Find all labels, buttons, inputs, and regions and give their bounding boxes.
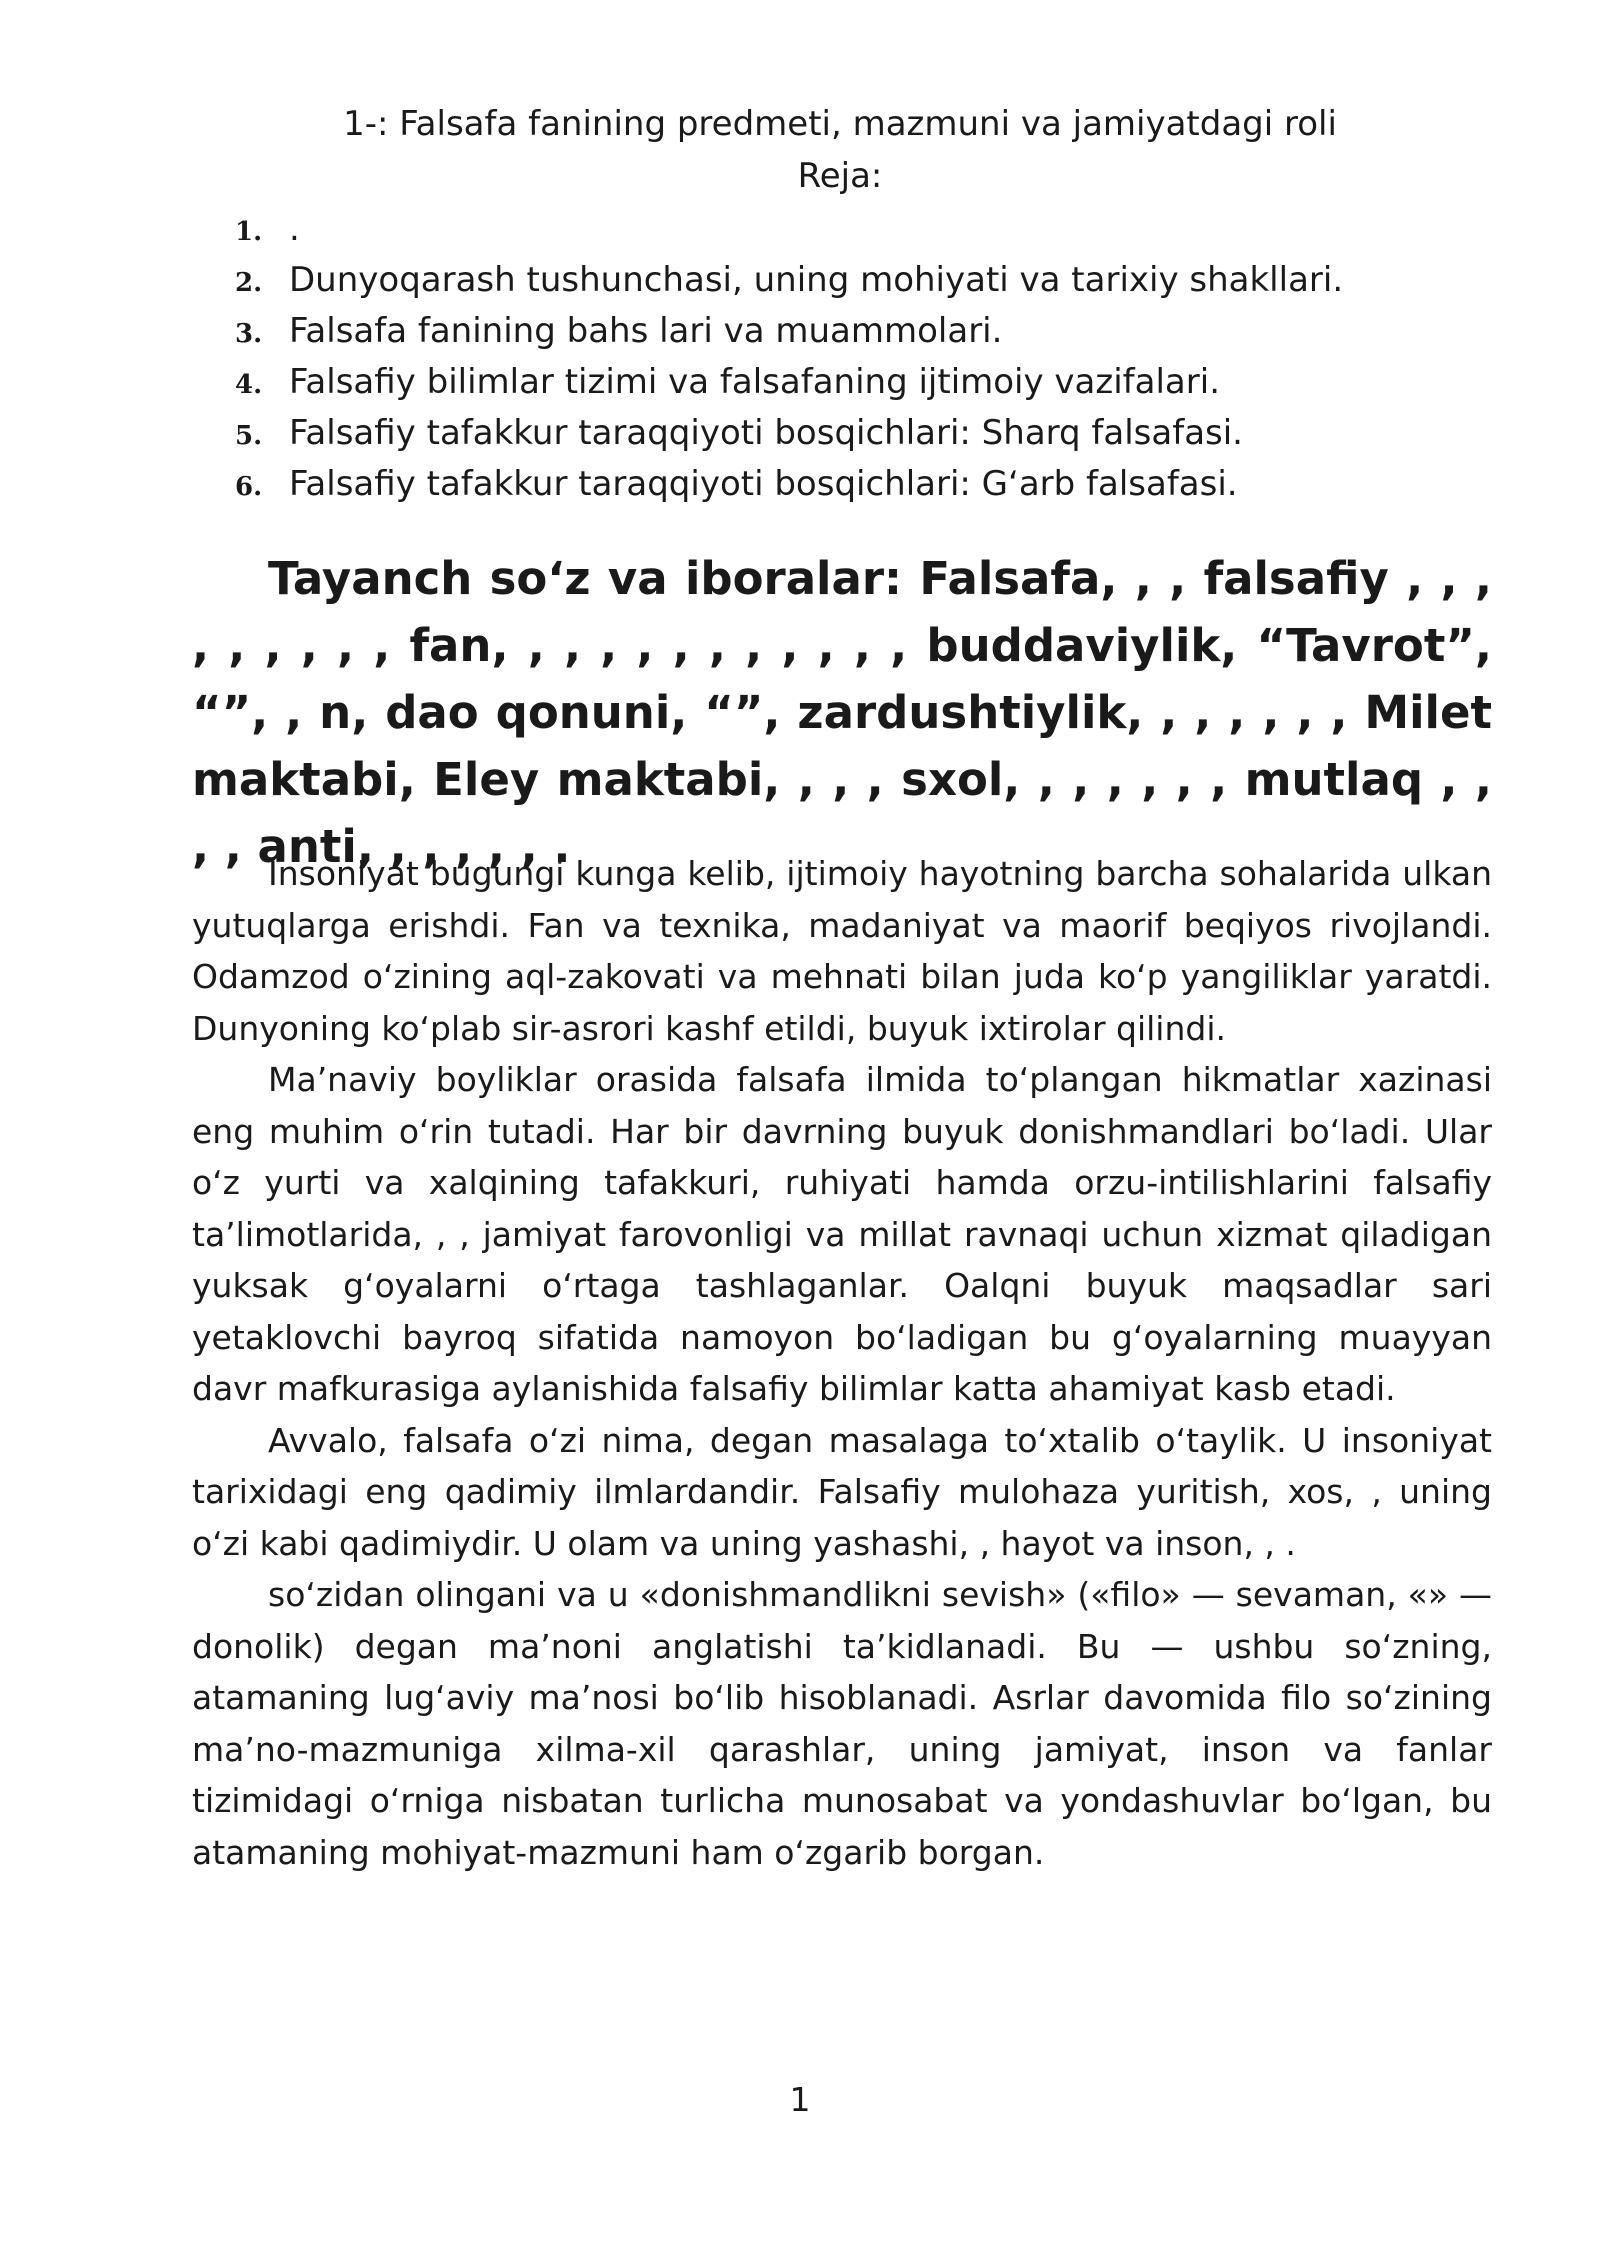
plan-item-text: Falsafiy tafakkur taraqqiyoti bosqichlari: Sharq falsafasi. bbox=[289, 413, 1243, 453]
page-number: 1 bbox=[789, 2080, 811, 2119]
body-paragraph: Ma’naviy boyliklar orasida falsafa ilmida to‘plangan hikmatlar xazinasi eng muhim o‘rin tutadi. Har bir davrning buyuk donishmandlari bo‘ladi. Ular o‘z yurti va xalqining tafakkuri, ruhiyati hamda orzu-intilishlarini falsafiy ta’limotlarida, , , jamiyat farovonligi va millat ravnaqi uchun xizmat qiladigan yuksak g‘oyalarni o‘rtaga tashlaganlar. Oalqni buyuk maqsadlar sari yetaklovchi bayroq sifatida namoyon bo‘ladigan bu g‘oyalarning muayyan davr mafkurasiga aylanishida falsafiy bilimlar katta ahamiyat kasb etadi. bbox=[192, 1060, 1492, 1408]
body-text bbox=[192, 848, 1492, 1878]
body-paragraph: so‘zidan olingani va u «donishmandlikni sevish» («filo» — sevaman, «» — donolik) degan ma’noni anglatishi ta’kidlanadi. Bu — ushbu so‘zning, atamaning lug‘aviy ma’nosi bo‘lib hisoblanadi. Asrlar davomida filo so‘zining ma’no-mazmuniga xilma-xil qarashlar, uning jamiyat, inson va fanlar tizimidagi o‘rniga nisbatan turlicha munosabat va yondashuvlar bo‘lgan, bu atamaning mohiyat-mazmuni ham o‘zgarib borgan. bbox=[192, 1575, 1492, 1872]
plan-item-text: Falsafa fanining bahs lari va muammolari. bbox=[289, 311, 1003, 351]
plan-item-number: 2. bbox=[235, 268, 263, 298]
plan-item-number: 4. bbox=[235, 370, 263, 400]
plan-item-number: 3. bbox=[235, 319, 263, 349]
plan-item-text: Falsafiy bilimlar tizimi va falsafaning ijtimoiy vazifalari. bbox=[289, 362, 1220, 402]
page-title: 1-: Falsafa fanining predmeti, mazmuni va jamiyatdagi roli bbox=[343, 104, 1337, 144]
plan-item bbox=[235, 306, 1495, 357]
body-paragraph: Avvalo, falsafa o‘zi nima, degan masalaga to‘xtalib o‘taylik. U insoniyat tarixidagi eng qadimiy ilmlardandir. Falsafiy mulohaza yuritish, xos, , uning o‘zi kabi qadimiydir. U olam va uning yashashi, , hayot va inson, , . bbox=[192, 1420, 1492, 1563]
plan-item bbox=[235, 204, 1495, 255]
plan-item-number: 5. bbox=[235, 421, 263, 451]
plan-item-text: Falsafiy tafakkur taraqqiyoti bosqichlari: G‘arb falsafasi. bbox=[289, 464, 1238, 504]
keywords-paragraph: Tayanch so‘z va iboralar: Falsafa, , , falsafiy , , , , , , , , , fan, , , , , , , , , , , , buddaviylik, “Tavrot”, “”, , n, dao qonuni, “”, zardushtiylik, , , , , , , Milet maktabi, Eley maktabi, , , , sxol, , , , , , , mutlaq , , , , anti, , , , , , . bbox=[192, 552, 1492, 873]
body-paragraph: Insoniyat bugungi kunga kelib, ijtimoiy hayotning barcha sohalarida ulkan yutuqlarga erishdi. Fan va texnika, madaniyat va maorif beqiyos rivojlandi. Odamzod o‘zining aql-zakovati va mehnati bilan juda ko‘p yangiliklar yaratdi. Dunyoning ko‘plab sir-asrori kashf etildi, buyuk ixtirolar qilindi. bbox=[192, 854, 1492, 1048]
plan-item-number: 1. bbox=[235, 217, 263, 247]
plan-item bbox=[235, 408, 1495, 459]
plan-item-number: 6. bbox=[235, 472, 263, 502]
plan-item bbox=[235, 357, 1495, 408]
plan-item-text: Dunyoqarash tushunchasi, uning mohiyati va tarixiy shakllari. bbox=[289, 260, 1344, 300]
plan-item-text: . bbox=[289, 209, 300, 249]
plan-item bbox=[235, 459, 1495, 510]
plan-heading: Reja: bbox=[797, 156, 883, 196]
plan-list bbox=[235, 204, 1495, 510]
plan-item bbox=[235, 255, 1495, 306]
